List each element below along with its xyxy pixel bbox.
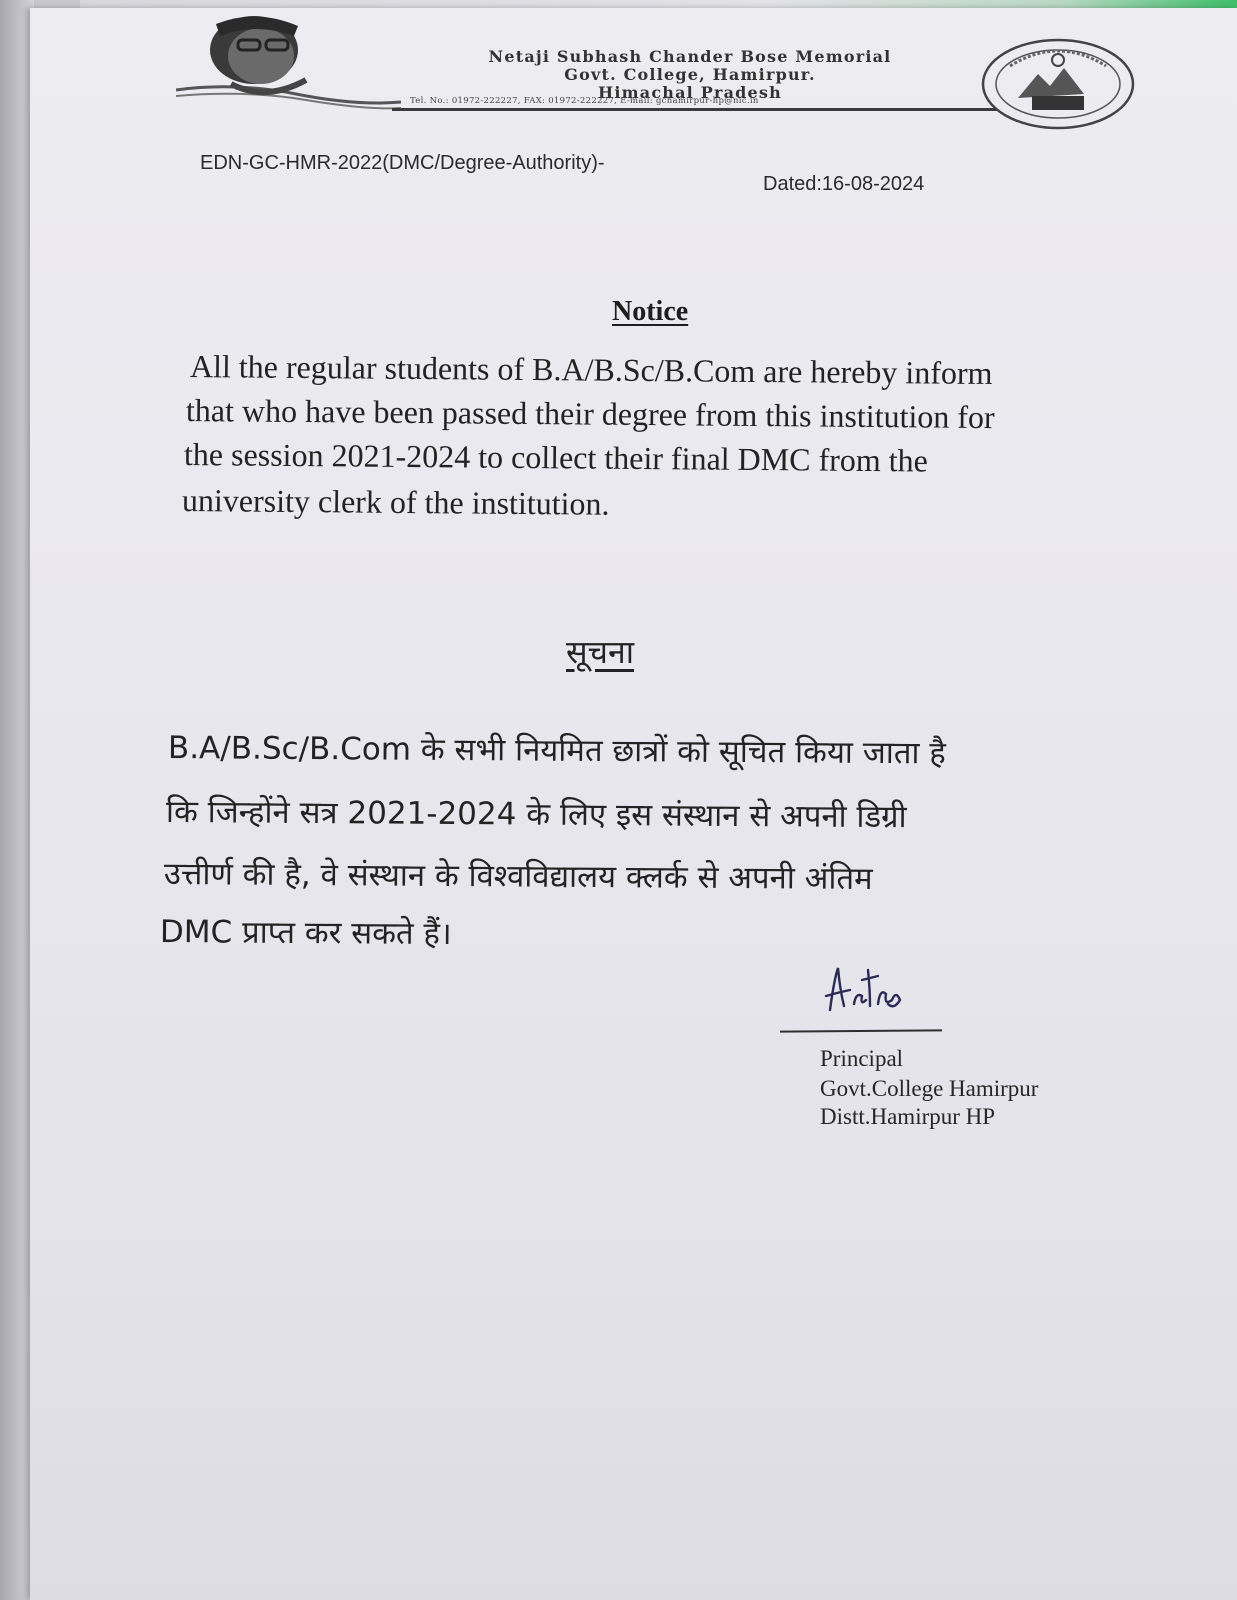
founder-portrait-logo [176, 12, 401, 112]
signatory-office: Govt.College Hamirpur [820, 1076, 1039, 1101]
hindi-notice-heading: सूचना [566, 633, 635, 671]
notice-date: Dated:16-08-2024 [763, 173, 925, 195]
signatory-title: Principal [820, 1046, 904, 1071]
college-seal-logo [980, 38, 1136, 130]
reference-number: EDN-GC-HMR-2022(DMC/Degree-Authority)- [200, 152, 605, 174]
notice-line: university clerk of the institution. [181, 482, 610, 522]
hindi-notice-line: उत्तीर्ण की है, वे संस्थान के विश्वविद्यालय क्लर्क से अपनी अंतिम [163, 856, 873, 897]
hindi-notice-line: कि जिन्होंने सत्र 2021-2024 के लिए इस संस्थान से अपनी डिग्री [165, 794, 907, 836]
notice-line: that who have been passed their degree from this institution for [185, 392, 995, 436]
signatory-district: Distt.Hamirpur HP [820, 1104, 996, 1129]
hindi-notice-line: DMC प्राप्त कर सकते हैं। [159, 914, 452, 953]
hindi-notice-line: B.A/B.Sc/B.Com के सभी नियमित छात्रों को सूचित किया जाता है [167, 730, 946, 772]
notice-line: All the regular students of B.A/B.Sc/B.Com are hereby inform [189, 348, 993, 392]
notice-heading: Notice [612, 296, 689, 327]
background-board [0, 0, 34, 1600]
notice-line: the session 2021-2024 to collect their final DMC from the [183, 436, 928, 479]
letterhead-divider [392, 108, 997, 111]
college-name: Netaji Subhash Chander Bose Memorial Govt. College, Hamirpur. Himachal Pradesh [488, 47, 892, 102]
principal-signature [820, 960, 910, 1020]
college-contact: Tel. No.: 01972-222227, FAX: 01972-222227, E-mail: gchamirpur-hp@nic.in [410, 96, 759, 106]
